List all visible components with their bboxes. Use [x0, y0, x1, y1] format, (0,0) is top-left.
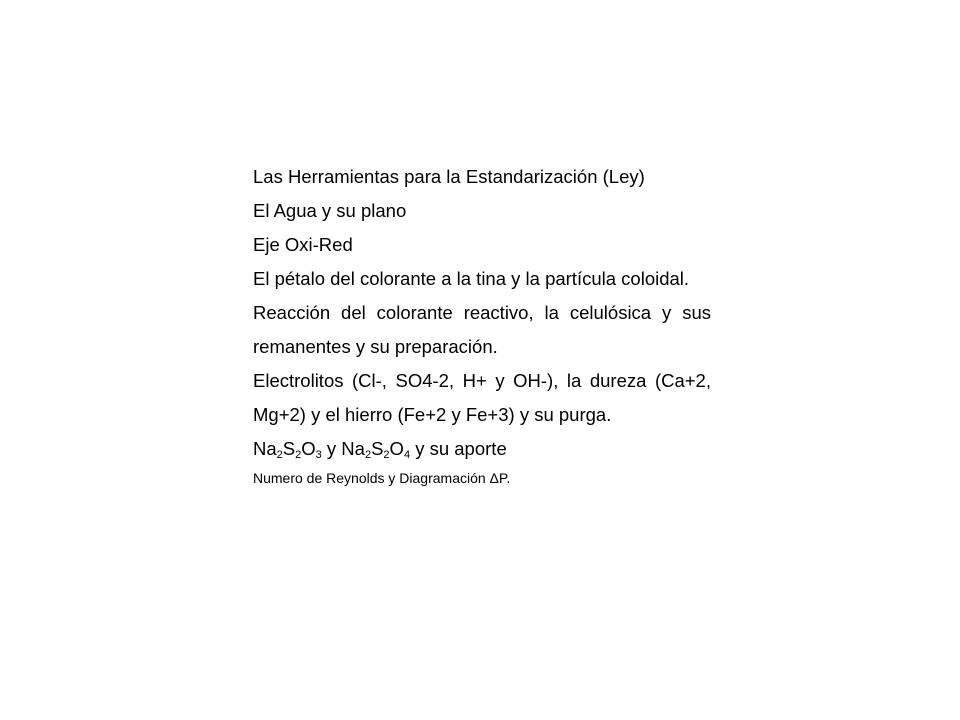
line-agua: El Agua y su plano — [253, 200, 407, 221]
line-formulas — [253, 432, 711, 466]
formula-2: $Na_2S_2O_4$ — [341, 438, 411, 461]
line-electrolitos: Electrolitos (Cl-, SO4-2, H+ y OH-), la dureza (Ca+2, Mg+2) y el hierro (Fe+2 y Fe+3) y su purga. — [253, 370, 711, 425]
line-petalo-colorante: El pétalo del colorante a la tina y la partícula coloidal. — [253, 268, 690, 289]
formula-1: $Na_2S_2O_3$ — [253, 438, 322, 461]
slide-text-body — [253, 160, 711, 490]
line-reynolds: Numero de Reynolds y Diagramación ΔP. — [253, 470, 511, 486]
formula-suffix: y su aporte — [410, 438, 507, 459]
line-reaccion-colorante: Reacción del colorante reactivo, la celulósica y sus remanentes y su preparación. — [253, 302, 711, 357]
line-eje-oxi-red: Eje Oxi-Red — [253, 234, 353, 255]
formula-connector: y — [321, 438, 342, 459]
line-herramientas: Las Herramientas para la Estandarización (Ley) — [253, 166, 645, 187]
